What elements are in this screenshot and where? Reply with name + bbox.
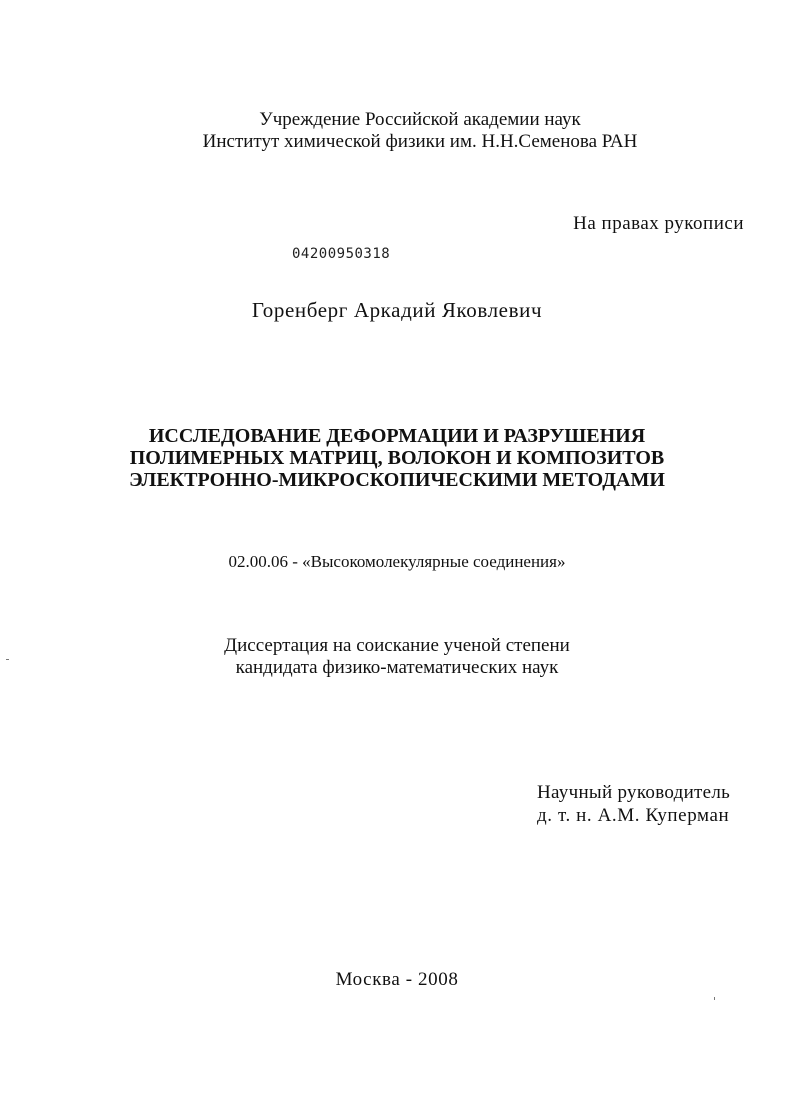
manuscript-rights-note: На правах рукописи: [573, 213, 744, 234]
supervisor-name: д. т. н. А.М. Куперман: [537, 805, 730, 826]
supervisor-label: Научный руководитель: [537, 782, 731, 803]
scan-speck: [714, 997, 715, 1000]
dissertation-line-2: кандидата физико-математических наук: [235, 657, 559, 678]
catalog-number: 04200950318: [292, 246, 391, 262]
city-year: Москва - 2008: [335, 969, 459, 990]
scan-speck: [6, 659, 9, 660]
institution-line-1: Учреждение Российской академии наук: [259, 109, 581, 130]
author-name: Горенберг Аркадий Яковлевич: [251, 298, 543, 322]
title-line-2: ПОЛИМЕРНЫХ МАТРИЦ, ВОЛОКОН И КОМПОЗИТОВ: [129, 447, 665, 469]
dissertation-line-1: Диссертация на соискание ученой степени: [224, 635, 570, 656]
title-line-3: ЭЛЕКТРОННО-МИКРОСКОПИЧЕСКИМИ МЕТОДАМИ: [129, 469, 665, 491]
title-line-1: ИССЛЕДОВАНИЕ ДЕФОРМАЦИИ И РАЗРУШЕНИЯ: [148, 425, 646, 447]
institution-line-2: Институт химической физики им. Н.Н.Семенова РАН: [202, 131, 638, 152]
specialty-code: 02.00.06 - «Высокомолекулярные соединения»: [228, 552, 566, 571]
